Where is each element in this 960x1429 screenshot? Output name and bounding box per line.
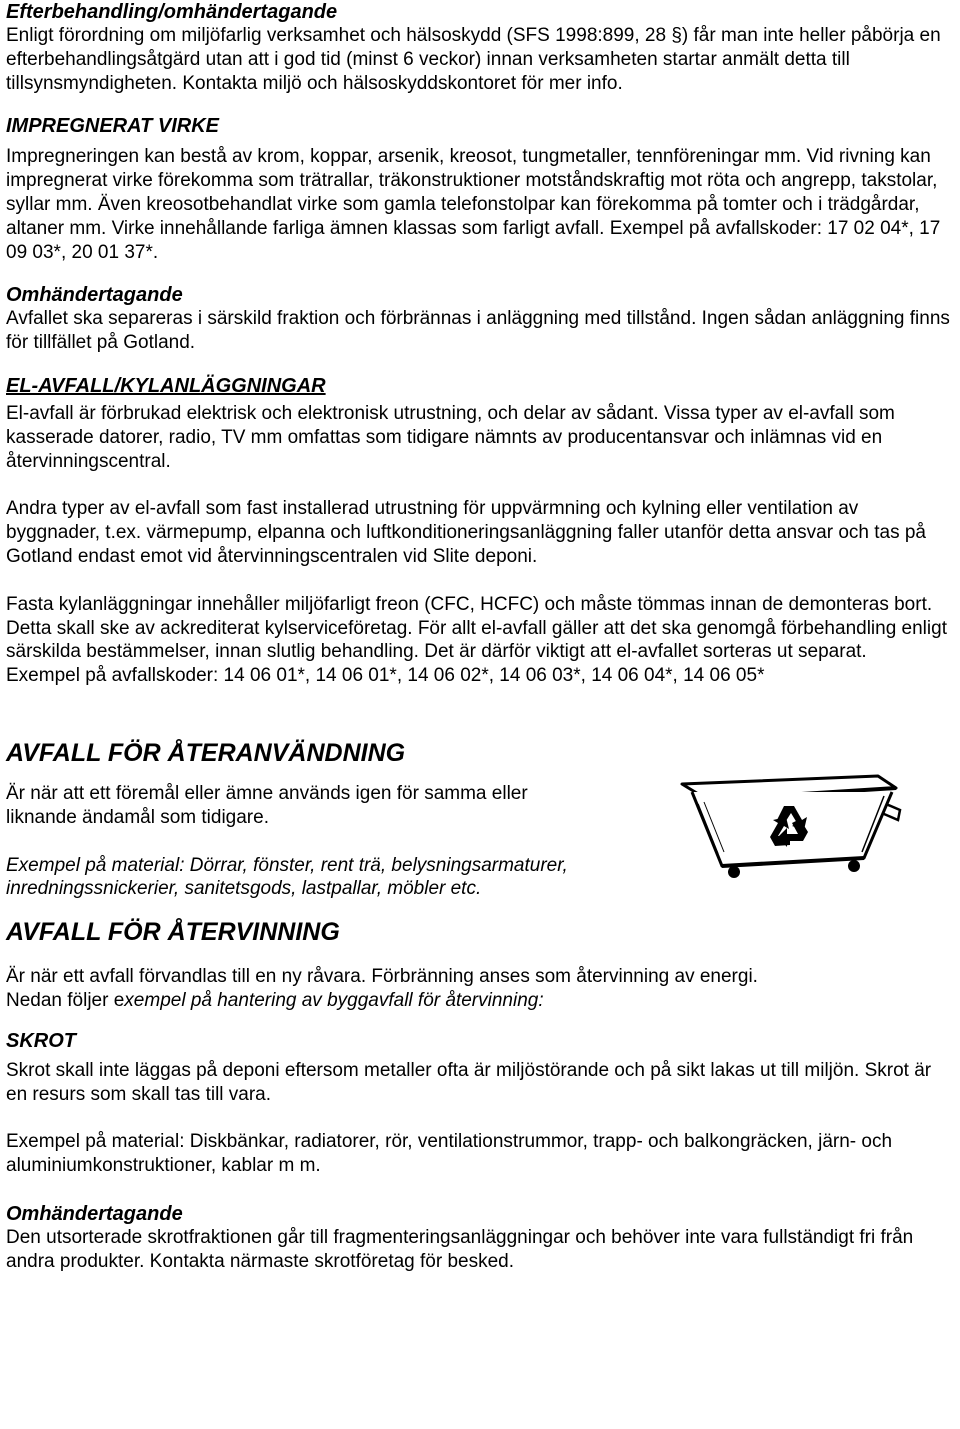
example-ateranvandning-line1: Exempel på material: Dörrar, fönster, rent trä, belysningsarmaturer, [6, 854, 568, 876]
paragraph-omhandertagande-virke: Avfallet ska separeras i särskild fraktion och förbrännas i anläggning med tillstånd. Ingen sådan anläggning finns för tillfället på Gotland. [6, 308, 950, 354]
paragraph-impregnerat-virke: Impregneringen kan bestå av krom, koppar, arsenik, kreosot, tungmetaller, tennföreningar mm. Vid rivning kan impregnerat virke förekomma som trätrallar, träkonstruktioner motståndskraftig mot röta och angrepp, takstolar, syllar mm. Även kreosotbehandlat virke som gamla telefonstolpar kan förekomma på tomter och i trädgårdar, altaner mm. Virke innehållande farliga ämnen klassas som farligt avfall. Exempel på avfallskoder: 17 02 04*, 17 09 03*, 20 01 37*. [6, 146, 941, 263]
paragraph-skrot-2: Exempel på material: Diskbänkar, radiatorer, rör, ventilationstrummor, trapp- och balkongräcken, järn- och aluminiumkonstruktioner, kablar m m. [6, 1131, 893, 1177]
paragraph-omhandertagande-skrot: Den utsorterade skrotfraktionen går till fragmenteringsanläggningar och behöver inte vara fullständigt fri från andra produkter. Kontakta närmaste skrotföretag för besked. [6, 1226, 914, 1272]
document-page [6, 0, 951, 1274]
heading-el-avfall: EL-AVFALL/KYLANLÄGGNINGAR [6, 374, 326, 397]
paragraph-el-avfall-codes: Exempel på avfallskoder: 14 06 01*, 14 06 01*, 14 06 02*, 14 06 03*, 14 06 04*, 14 06 05* [6, 665, 765, 687]
example-ateranvandning-line2: inredningssnickerier, sanitetsgods, lastpallar, möbler etc. [6, 878, 482, 900]
paragraph-atervinning-line2 [6, 989, 951, 1013]
heading-efterbehandling: Efterbehandling/omhändertagande [6, 1, 338, 23]
subheading-omhandertagande-skrot: Omhändertagande [6, 1202, 183, 1225]
heading-avfall-ateranvandning: AVFALL FÖR ÅTERANVÄNDNING [6, 738, 406, 767]
paragraph-ateranvandning-line1: Är när att ett föremål eller ämne används igen för samma eller [6, 782, 528, 804]
paragraph-ateranvandning-line2: liknande ändamål som tidigare. [6, 806, 269, 828]
paragraph-el-avfall-2: Andra typer av el-avfall som fast installerad utrustning för uppvärmning och kylning eller ventilation av byggnader, t.ex. värmepump, elpanna och luftkonditioneringsanläggning faller utanför detta ansvar och tas på Gotland endast emot vid återvinningscentralen vid Slite deponi. [6, 498, 926, 567]
heading-impregnerat-virke: IMPREGNERAT VIRKE [6, 115, 219, 138]
ateranvandning-block [6, 782, 951, 901]
paragraph-skrot-1: Skrot skall inte läggas på deponi eftersom metaller ofta är miljöstörande och på sikt lakas ut till miljön. Skrot är en resurs som skall tas till vara. [6, 1059, 932, 1105]
paragraph-el-avfall-1: El-avfall är förbrukad elektrisk och elektronisk utrustning, och delar av sådant. Vissa typer av el-avfall som kasserade datorer, radio, TV mm omfattas som tidigare nämnts av producentansvar och inlämnas vid en återvinningscentral. [6, 402, 895, 472]
paragraph-el-avfall-3: Fasta kylanläggningar innehåller miljöfarligt freon (CFC, HCFC) och måste tömmas innan de demonteras bort. Detta skall ske av ackrediterat kylserviceföretag. För allt el-avfall gäller att det ska genomgå förbehandling enligt särskilda bestämmelser, innan slutlig behandling. Det är därför viktigt att el-avfallet sorteras ut separat. [6, 593, 947, 663]
subheading-omhandertagande-virke: Omhändertagande [6, 284, 183, 307]
heading-skrot: SKROT [6, 1029, 76, 1052]
recycling-container-icon [678, 774, 908, 882]
atervinning-line2-prefix: Nedan följer e [6, 989, 125, 1011]
heading-avfall-atervinning: AVFALL FÖR ÅTERVINNING [6, 918, 340, 947]
atervinning-line2-italic: xempel på hantering av byggavfall för återvinning: [124, 989, 544, 1011]
paragraph-efterbehandling: Enligt förordning om miljöfarlig verksamhet och hälsoskydd (SFS 1998:899, 28 §) får man inte heller påbörja en efterbehandlingsåtgärd utan att i god tid (minst 6 veckor) innan verksamheten startar anmält detta till tillsynsmyndigheten. Kontakta miljö och hälsoskyddskontoret för mer info. [6, 25, 941, 94]
paragraph-atervinning-line1: Är när ett avfall förvandlas till en ny råvara. Förbränning anses som återvinning av energi. [6, 966, 758, 988]
